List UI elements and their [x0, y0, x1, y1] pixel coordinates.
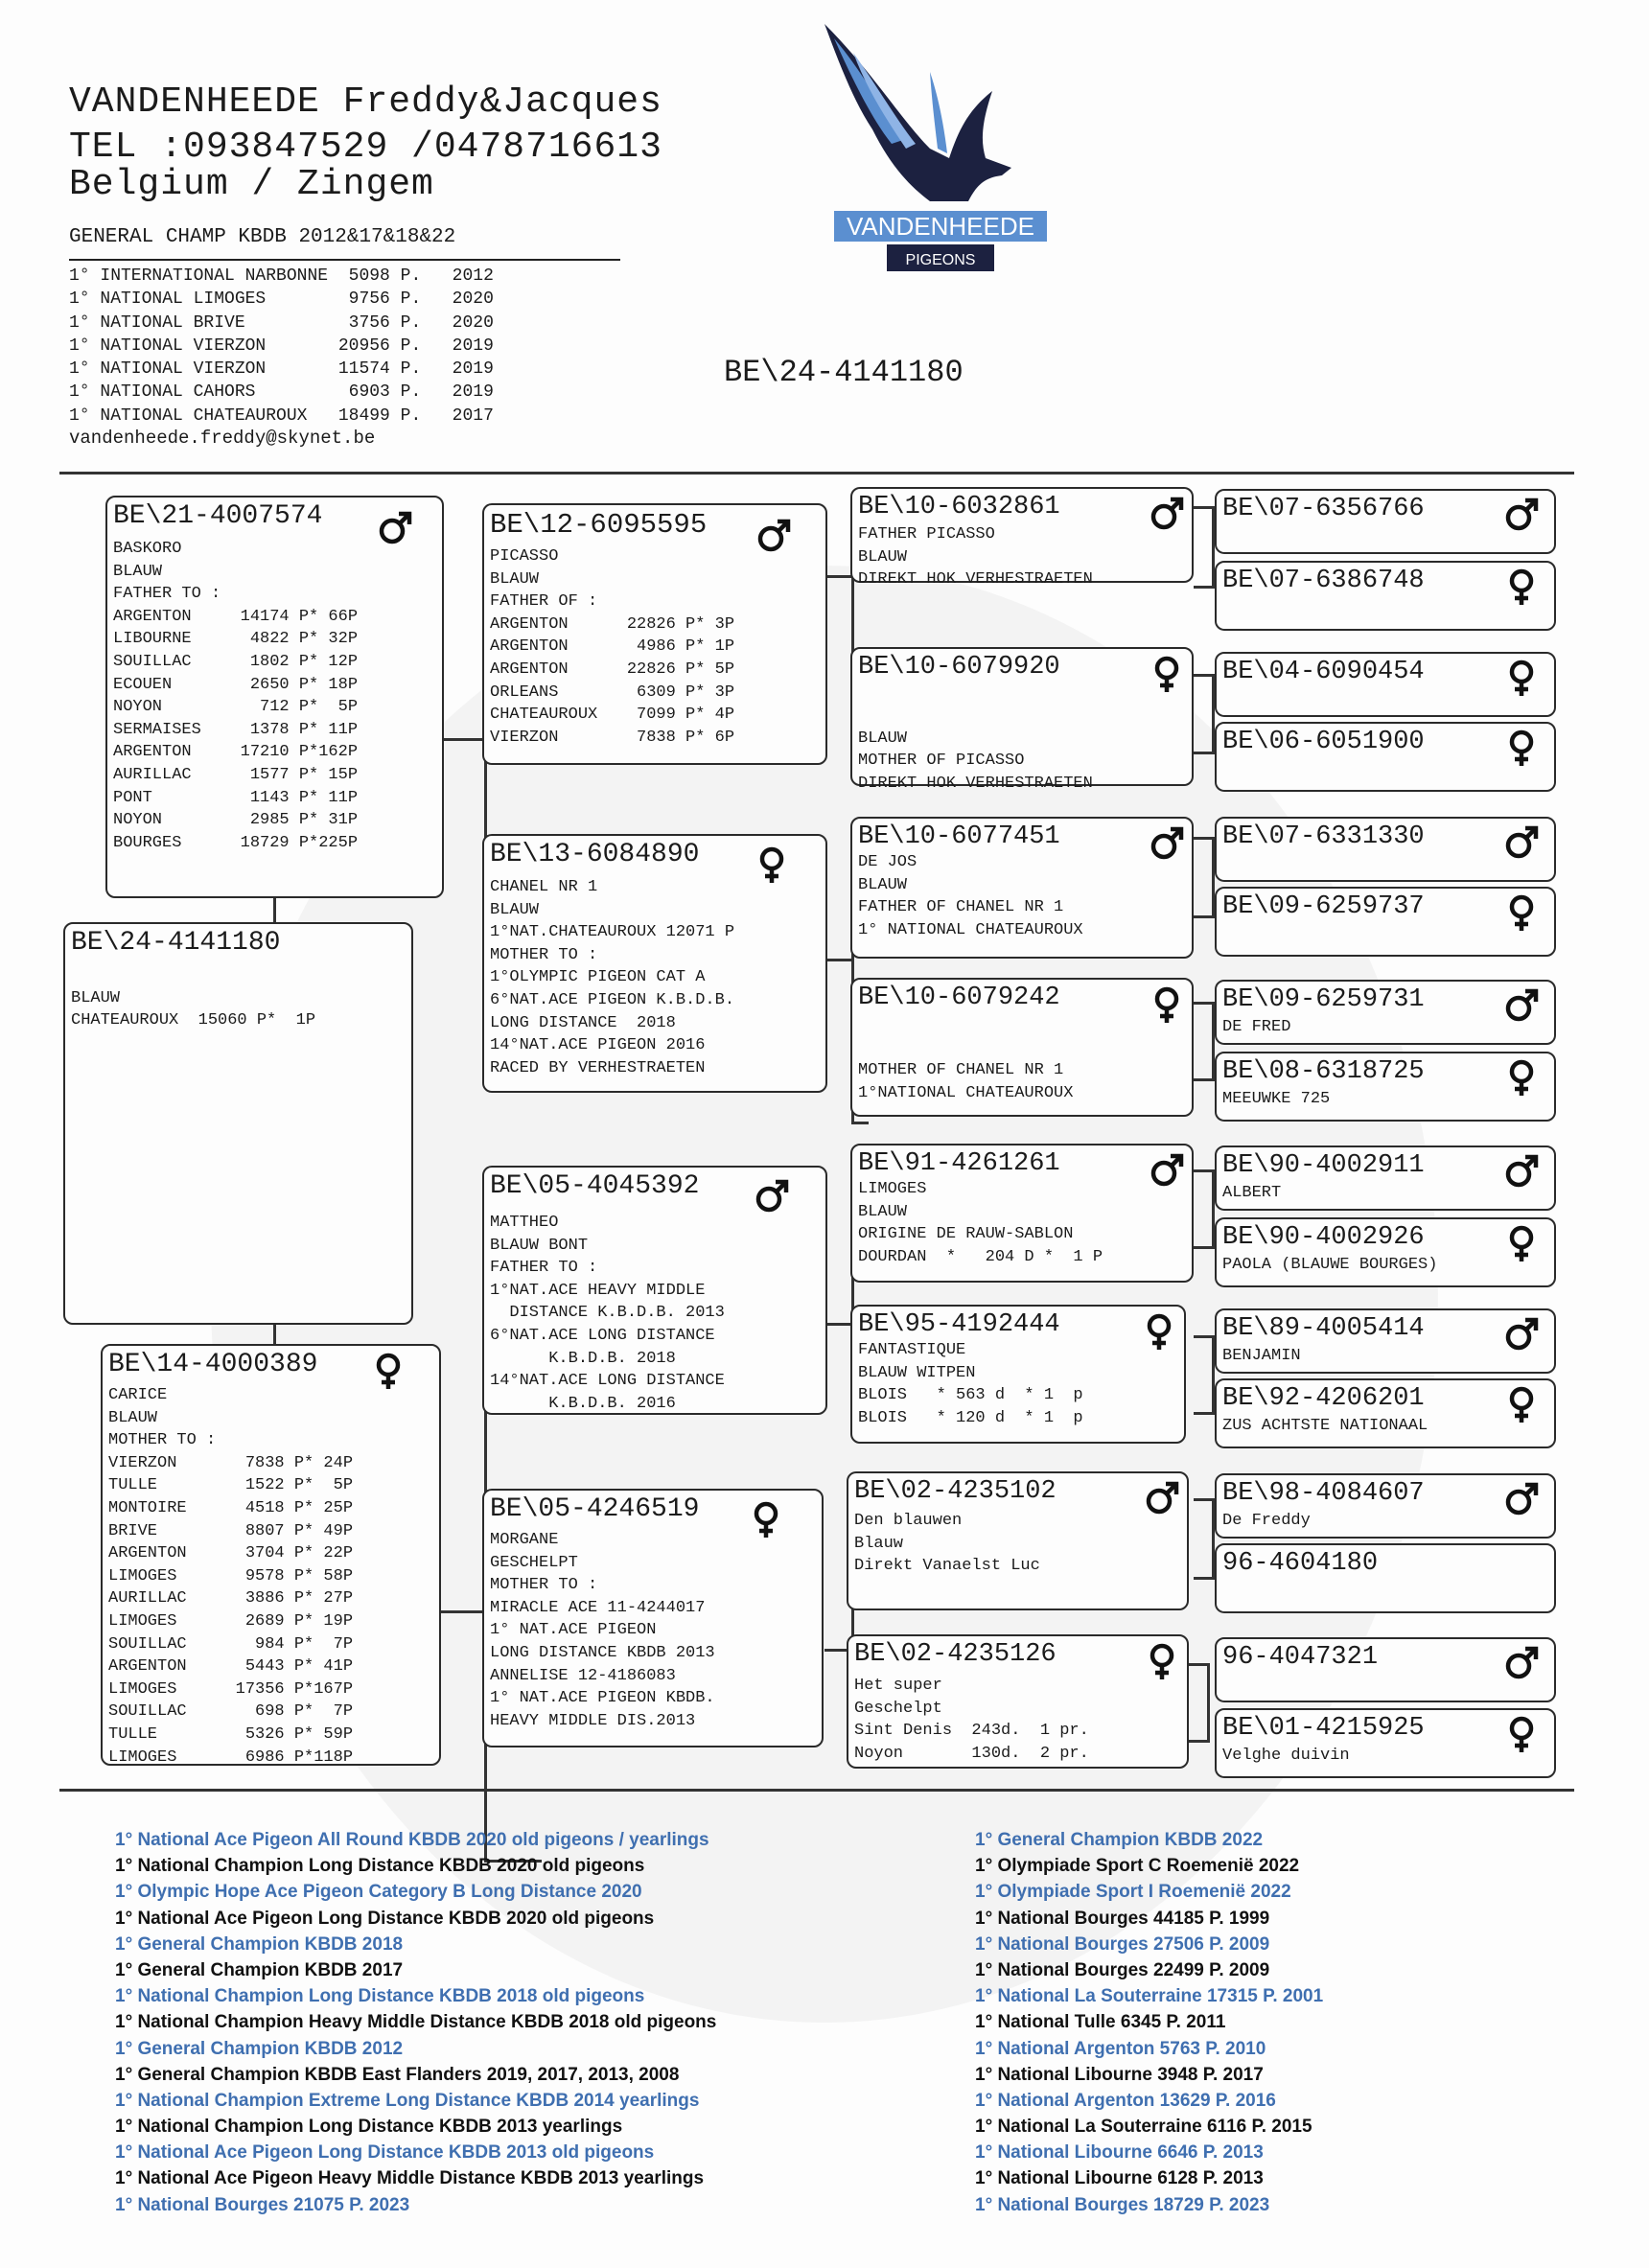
detail-line: Den blauwen	[854, 1512, 963, 1530]
ring-number: BE\07-6331330	[1222, 822, 1425, 851]
achievement-item: 1° National Ace Pigeon Heavy Middle Distance KBDB 2013 yearlings	[115, 2168, 705, 2189]
pigeon-card-mmm	[847, 1634, 1189, 1769]
pigeon-card-g8	[1215, 1052, 1556, 1122]
detail-line: ARGENTON 22826 P* 3P	[490, 614, 735, 634]
detail-line: BLAUW	[113, 562, 163, 581]
detail-line: 1° NATIONAL CHATEAUROUX	[858, 920, 1083, 939]
detail-line: DIREKT HOK VERHESTRAETEN	[858, 570, 1093, 590]
pigeon-card-g13	[1215, 1473, 1556, 1539]
achievement-item: 1° National Libourne 6128 P. 2013	[975, 2168, 1264, 2189]
detail-line: Direkt Vanaelst Luc	[854, 1557, 1040, 1576]
detail-line: FATHER TO :	[113, 585, 221, 604]
achievement-item: 1° General Champion KBDB 2012	[115, 2038, 404, 2059]
pigeon-card-ffm	[850, 647, 1194, 793]
pigeon-card-g2	[1215, 561, 1556, 631]
pigeon-card-g3	[1215, 652, 1556, 717]
detail-line: MORGANE	[490, 1531, 559, 1549]
pigeon-card-g11	[1215, 1308, 1556, 1374]
general-champ-title: GENERAL CHAMP KBDB 2012&17&18&22	[69, 226, 456, 248]
male-symbol-icon	[1502, 1644, 1541, 1682]
detail-line: MONTOIRE 4518 P* 25P	[108, 1498, 354, 1517]
pigeon-details	[108, 1384, 353, 1769]
detail-line: Sint Denis 243d. 1 pr.	[854, 1722, 1089, 1741]
ring-number: BE\89-4005414	[1222, 1314, 1425, 1343]
pigeon-name: ZUS ACHTSTE NATIONAAL	[1222, 1417, 1428, 1435]
result-row: 1° NATIONAL VIERZON 11574 P. 2019	[69, 359, 494, 380]
pigeon-details	[113, 538, 358, 854]
detail-line: BLAUW BONT	[490, 1236, 589, 1255]
detail-line: ORLEANS 6309 P* 3P	[490, 683, 735, 702]
pedigree-connector	[444, 738, 487, 741]
achievement-item: 1° National Champion Long Distance KBDB 2018 old pigeons	[115, 1986, 645, 2007]
male-symbol-icon	[1148, 1151, 1186, 1190]
achievement-item: 1° General Champion KBDB 2017	[115, 1959, 404, 1980]
champ-divider	[69, 259, 620, 261]
ring-number: BE\90-4002926	[1222, 1223, 1425, 1252]
pigeon-name: BENJAMIN	[1222, 1347, 1301, 1365]
achievement-item: 1° National Bourges 22499 P. 2009	[975, 1959, 1270, 1980]
detail-line: 1°NAT.ACE HEAVY MIDDLE	[490, 1281, 706, 1300]
achievement-item: 1° National Ace Pigeon Long Distance KBDB 2013 old pigeons	[115, 2142, 655, 2164]
pedigree-connector	[1194, 1412, 1215, 1415]
result-row: 1° NATIONAL CAHORS 6903 P. 2019	[69, 382, 494, 403]
male-symbol-icon	[376, 509, 414, 547]
detail-line: 6°NAT.ACE PIGEON K.B.D.B.	[490, 990, 735, 1009]
detail-line: AURILLAC 3886 P* 27P	[108, 1589, 354, 1608]
pigeon-name: Velghe duivin	[1222, 1747, 1350, 1765]
detail-line: VIERZON 7838 P* 24P	[108, 1453, 354, 1472]
detail-line: PONT 1143 P* 11P	[113, 788, 359, 807]
result-row: 1° NATIONAL BRIVE 3756 P. 2020	[69, 312, 494, 333]
male-symbol-icon	[1502, 823, 1541, 862]
detail-line: FATHER OF :	[490, 592, 598, 612]
male-symbol-icon	[1502, 1315, 1541, 1354]
pigeon-card-mother	[101, 1344, 441, 1766]
achievement-item: 1° National Ace Pigeon Long Distance KBDB 2020 old pigeons	[115, 1908, 655, 1929]
detail-line: 1°NAT.CHATEAUROUX 12071 P	[490, 923, 735, 942]
pigeon-details	[858, 523, 1093, 591]
pedigree-connector	[1194, 915, 1215, 918]
male-symbol-icon	[1143, 1479, 1181, 1517]
detail-line: CHATEAUROUX 7099 P* 4P	[490, 706, 735, 725]
pedigree-connector	[824, 1323, 853, 1326]
pigeon-details	[858, 1014, 1073, 1104]
pigeon-card-g7	[1215, 980, 1556, 1045]
achievement-item: 1° National La Souterraine 17315 P. 2001	[975, 1986, 1324, 2007]
detail-line: TULLE 5326 P* 59P	[108, 1724, 354, 1744]
male-symbol-icon	[1148, 824, 1186, 863]
ring-number: BE\07-6386748	[1222, 567, 1425, 595]
achievement-item: 1° National Bourges 18729 P. 2023	[975, 2194, 1270, 2215]
detail-line: ARGENTON 14174 P* 66P	[113, 607, 359, 626]
detail-line: GESCHELPT	[490, 1553, 578, 1572]
pedigree-connector	[1189, 1740, 1210, 1743]
main-ring-number: BE\24-4141180	[724, 355, 964, 390]
male-symbol-icon	[1502, 1480, 1541, 1518]
female-symbol-icon	[1502, 1715, 1541, 1753]
detail-line: FATHER OF CHANEL NR 1	[858, 898, 1064, 917]
detail-line: BLAUW	[490, 569, 540, 589]
detail-line	[858, 705, 1093, 728]
achievement-item: 1° National Champion Long Distance KBDB 2013 yearlings	[115, 2117, 623, 2138]
female-symbol-icon	[1502, 1058, 1541, 1097]
male-symbol-icon	[1502, 986, 1541, 1025]
ring-number: BE\12-6095595	[490, 509, 708, 541]
pigeon-details	[490, 1212, 725, 1415]
female-symbol-icon	[1143, 1642, 1181, 1680]
ring-number: BE\90-4002911	[1222, 1151, 1425, 1180]
detail-line: Noyon 130d. 2 pr.	[854, 1744, 1089, 1763]
ring-number: BE\01-4215925	[1222, 1714, 1425, 1743]
pigeon-details	[71, 964, 315, 1032]
achievement-item: 1° National Bourges 44185 P. 1999	[975, 1908, 1270, 1929]
ring-number: BE\06-6051900	[1222, 728, 1425, 756]
ring-number: BE\98-4084607	[1222, 1479, 1425, 1508]
achievement-item: 1° National Argenton 13629 P. 2016	[975, 2090, 1276, 2111]
detail-line: AURILLAC 1577 P* 15P	[113, 765, 359, 784]
achievement-item: 1° National Tulle 6345 P. 2011	[975, 2012, 1226, 2033]
pigeon-card-fmf	[850, 817, 1194, 959]
ring-number: BE\10-6079242	[858, 984, 1060, 1012]
ring-number: 96-4604180	[1222, 1549, 1379, 1578]
detail-line: MOTHER TO :	[490, 945, 598, 964]
pigeon-card-mfm	[850, 1305, 1186, 1444]
vandenheede-logo	[815, 14, 1064, 292]
detail-line: RACED BY VERHESTRAETEN	[490, 1058, 706, 1077]
dove-logo-icon	[815, 14, 1064, 292]
pigeon-name: ALBERT	[1222, 1184, 1282, 1202]
detail-line: ARGENTON 4986 P* 1P	[490, 637, 735, 657]
achievement-item: 1° National Libourne 6646 P. 2013	[975, 2142, 1264, 2164]
pigeon-card-fff	[850, 487, 1194, 590]
female-symbol-icon	[1502, 893, 1541, 932]
detail-line: BLAUW	[858, 1202, 908, 1221]
detail-line: BLAUW	[490, 900, 540, 919]
detail-line: BLAUW	[108, 1408, 158, 1427]
female-symbol-icon	[1148, 655, 1186, 693]
pedigree-connector	[1194, 752, 1215, 754]
ring-number: BE\10-6032861	[858, 493, 1060, 521]
achievement-item: 1° National Bourges 21075 P. 2023	[115, 2194, 410, 2215]
pigeon-details	[854, 1510, 1040, 1578]
achievements-left	[115, 1827, 716, 2218]
pigeon-card-subject	[63, 922, 413, 1325]
pigeon-details	[858, 851, 1083, 941]
detail-line: CHATEAUROUX 15060 P* 1P	[71, 1011, 316, 1030]
detail-line: LIMOGES 2689 P* 19P	[108, 1611, 354, 1631]
pigeon-card-g6	[1215, 887, 1556, 957]
detail-line: ECOUEN 2650 P* 18P	[113, 675, 359, 694]
detail-line: BLAUW	[858, 729, 908, 748]
result-row: 1° NATIONAL LIMOGES 9756 P. 2020	[69, 289, 494, 310]
logo-sub-text: PIGEONS	[905, 252, 976, 268]
detail-line: LONG DISTANCE 2018	[490, 1013, 676, 1032]
achievement-item: 1° National Champion Extreme Long Distance KBDB 2014 yearlings	[115, 2090, 700, 2111]
ring-number: BE\05-4045392	[490, 1171, 700, 1201]
pigeon-card-father	[105, 496, 444, 898]
ring-number: BE\02-4235102	[854, 1477, 1057, 1506]
detail-line: NOYON 712 P* 5P	[113, 698, 359, 717]
pigeon-details	[858, 705, 1093, 795]
female-symbol-icon	[1502, 567, 1541, 606]
detail-line: LIMOGES 9578 P* 58P	[108, 1566, 354, 1585]
pigeon-card-g9	[1215, 1146, 1556, 1211]
detail-line: DOURDAN * 204 D * 1 P	[858, 1247, 1103, 1266]
detail-line	[71, 964, 315, 987]
pedigree-connector	[1207, 1663, 1210, 1740]
detail-line: CHANEL NR 1	[490, 878, 598, 896]
pigeon-card-g10	[1215, 1217, 1556, 1287]
pigeon-details	[854, 1675, 1089, 1765]
ring-number: BE\09-6259737	[1222, 892, 1425, 921]
detail-line: LIBOURNE 4822 P* 32P	[113, 630, 359, 649]
ring-number: 96-4047321	[1222, 1643, 1379, 1672]
detail-line: K.B.D.B. 2016	[490, 1394, 676, 1413]
pigeon-card-g1	[1215, 489, 1556, 554]
male-symbol-icon	[1502, 1152, 1541, 1191]
achievement-item: 1° Olympiade Sport I Roemenië 2022	[975, 1882, 1291, 1903]
pigeon-card-fmm	[850, 978, 1194, 1117]
pedigree-connector	[851, 1122, 869, 1124]
pigeon-details	[858, 1178, 1103, 1268]
detail-line: ARGENTON 5443 P* 41P	[108, 1657, 354, 1677]
pigeon-card-g14	[1215, 1543, 1556, 1613]
detail-line: PICASSO	[490, 547, 559, 566]
detail-line: MOTHER TO :	[108, 1431, 217, 1450]
ring-number: BE\13-6084890	[490, 840, 700, 869]
detail-line: TULLE 1522 P* 5P	[108, 1476, 354, 1495]
ring-number: BE\14-4000389	[108, 1350, 318, 1379]
ring-number: BE\24-4141180	[71, 928, 281, 958]
detail-line: MOTHER OF PICASSO	[858, 752, 1025, 771]
result-row: 1° INTERNATIONAL NARBONNE 5098 P. 2012	[69, 266, 494, 286]
detail-line: MATTHEO	[490, 1214, 559, 1232]
detail-line: BLAUW	[858, 875, 908, 894]
ring-number: BE\05-4246519	[490, 1494, 700, 1524]
bottom-divider	[59, 1789, 1574, 1792]
achievement-item: 1° National La Souterraine 6116 P. 2015	[975, 2117, 1312, 2138]
ring-number: BE\08-6318725	[1222, 1057, 1425, 1086]
achievement-item: 1° General Champion KBDB East Flanders 2019, 2017, 2013, 2008	[115, 2064, 680, 2085]
detail-line: SOUILLAC 984 P* 7P	[108, 1634, 354, 1654]
detail-line: NOYON 2985 P* 31P	[113, 811, 359, 830]
detail-line: MOTHER TO :	[490, 1576, 598, 1595]
detail-line: 1° NAT.ACE PIGEON KBDB.	[490, 1689, 715, 1708]
ring-number: BE\10-6079920	[858, 653, 1060, 682]
pedigree-connector	[1194, 1246, 1215, 1249]
detail-line: 1°NATIONAL CHATEAUROUX	[858, 1083, 1074, 1102]
detail-line: FATHER PICASSO	[858, 525, 995, 544]
detail-line: MOTHER OF CHANEL NR 1	[858, 1061, 1064, 1080]
detail-line: Blauw	[854, 1534, 904, 1553]
pigeon-card-g12	[1215, 1378, 1556, 1448]
detail-line: DE JOS	[858, 853, 917, 871]
pigeon-details	[490, 1529, 715, 1732]
results-list	[69, 265, 494, 428]
ring-number: BE\10-6077451	[858, 822, 1060, 851]
male-symbol-icon	[753, 1177, 791, 1215]
detail-line: SOUILLAC 698 P* 7P	[108, 1702, 354, 1722]
achievement-item: 1° National Argenton 5763 P. 2010	[975, 2038, 1266, 2059]
pigeon-card-mff	[850, 1144, 1194, 1283]
logo-brand-text: VANDENHEEDE	[846, 212, 1035, 241]
ring-number: BE\92-4206201	[1222, 1384, 1425, 1413]
pigeon-card-mf	[482, 1166, 827, 1415]
pedigree-connector	[441, 1610, 484, 1613]
pigeon-details	[490, 545, 734, 749]
achievement-item: 1° National Champion Long Distance KBDB 2020 old pigeons	[115, 1856, 645, 1877]
achievement-item: 1° National Libourne 3948 P. 2017	[975, 2064, 1264, 2085]
detail-line: Het super	[854, 1677, 942, 1695]
female-symbol-icon	[1502, 1224, 1541, 1262]
pigeon-details	[858, 1339, 1083, 1429]
result-row: 1° NATIONAL CHATEAUROUX 18499 P. 2017	[69, 405, 494, 426]
pedigree-connector	[824, 959, 853, 961]
ring-number: BE\21-4007574	[113, 501, 323, 531]
female-symbol-icon	[1502, 1385, 1541, 1423]
detail-line: VIERZON 7838 P* 6P	[490, 728, 735, 747]
achievement-item: 1° Olympiade Sport C Roemenië 2022	[975, 1856, 1300, 1877]
pigeon-name: PAOLA (BLAUWE BOURGES)	[1222, 1256, 1438, 1274]
detail-line: 1° NAT.ACE PIGEON	[490, 1621, 657, 1640]
detail-line: 6°NAT.ACE LONG DISTANCE	[490, 1326, 715, 1345]
ring-number: BE\95-4192444	[858, 1310, 1060, 1339]
detail-line: MIRACLE ACE 11-4244017	[490, 1598, 706, 1617]
detail-line: ARGENTON 17210 P*162P	[113, 743, 359, 762]
female-symbol-icon	[1148, 985, 1186, 1024]
female-symbol-icon	[747, 1500, 785, 1539]
detail-line: 14°NAT.ACE PIGEON 2016	[490, 1036, 706, 1055]
female-symbol-icon	[1502, 729, 1541, 767]
pedigree-connector	[824, 575, 853, 578]
detail-line: 1°OLYMPIC PIGEON CAT A	[490, 968, 706, 987]
detail-line: ANNELISE 12-4186083	[490, 1666, 676, 1685]
result-row: 1° NATIONAL VIERZON 20956 P. 2019	[69, 336, 494, 356]
achievement-item: 1° General Champion KBDB 2018	[115, 1933, 404, 1955]
female-symbol-icon	[369, 1352, 407, 1390]
detail-line	[858, 1037, 1073, 1060]
detail-line: LIMOGES 17356 P*167P	[108, 1679, 354, 1699]
male-symbol-icon	[1148, 495, 1186, 533]
detail-line: DIREKT HOK VERHESTRAETEN	[858, 774, 1093, 793]
achievement-item: 1° General Champion KBDB 2022	[975, 1830, 1264, 1850]
female-symbol-icon	[1502, 659, 1541, 697]
male-symbol-icon	[755, 517, 793, 555]
detail-line: BLOIS * 120 d * 1 p	[858, 1408, 1083, 1427]
detail-line: ORIGINE DE RAUW-SABLON	[858, 1225, 1074, 1244]
detail-line: Geschelpt	[854, 1699, 942, 1718]
achievements-right	[975, 1827, 1323, 2218]
ring-number: BE\04-6090454	[1222, 658, 1425, 686]
breeder-location: Belgium / Zingem	[69, 164, 434, 205]
ring-number: BE\09-6259731	[1222, 985, 1425, 1014]
pigeon-card-fm	[482, 834, 827, 1093]
detail-line: ARGENTON 22826 P* 5P	[490, 660, 735, 679]
achievement-item: 1° National Champion Heavy Middle Distance KBDB 2018 old pigeons	[115, 2012, 717, 2033]
detail-line: BLOIS * 563 d * 1 p	[858, 1386, 1083, 1405]
pigeon-name: DE FRED	[1222, 1018, 1291, 1036]
detail-line	[858, 1014, 1073, 1037]
ring-number: BE\02-4235126	[854, 1640, 1057, 1669]
detail-line: BLAUW	[858, 547, 908, 567]
ring-number: BE\07-6356766	[1222, 495, 1425, 523]
pigeon-card-g15	[1215, 1637, 1556, 1702]
pedigree-connector	[1194, 1577, 1215, 1580]
male-symbol-icon	[1502, 496, 1541, 534]
detail-line: SOUILLAC 1802 P* 12P	[113, 652, 359, 671]
pigeon-card-g4	[1215, 722, 1556, 792]
achievement-item: 1° Olympic Hope Ace Pigeon Category B Long Distance 2020	[115, 1882, 642, 1903]
ring-number: BE\91-4261261	[858, 1149, 1060, 1178]
detail-line: LIMOGES	[858, 1180, 927, 1198]
detail-line: 14°NAT.ACE LONG DISTANCE	[490, 1372, 725, 1391]
pigeon-name: De Freddy	[1222, 1512, 1311, 1530]
pigeon-name: MEEUWKE 725	[1222, 1090, 1331, 1108]
detail-line: BRIVE 8807 P* 49P	[108, 1521, 354, 1540]
pigeon-details	[490, 876, 734, 1079]
achievement-item: 1° National Ace Pigeon All Round KBDB 2020 old pigeons / yearlings	[115, 1830, 709, 1850]
female-symbol-icon	[1140, 1312, 1178, 1351]
breeder-name: VANDENHEEDE Freddy&Jacques	[69, 81, 662, 123]
detail-line: BASKORO	[113, 540, 182, 558]
detail-line: BOURGES 18729 P*225P	[113, 833, 359, 852]
top-divider	[59, 472, 1574, 474]
pigeon-card-g5	[1215, 817, 1556, 882]
detail-line: CARICE	[108, 1386, 168, 1404]
pedigree-connector	[1194, 586, 1215, 589]
detail-line: BLAUW	[71, 988, 121, 1007]
achievement-item: 1° National Bourges 27506 P. 2009	[975, 1933, 1270, 1955]
detail-line: LIMOGES 6986 P*118P	[108, 1747, 354, 1767]
detail-line: DISTANCE K.B.D.B. 2013	[490, 1304, 725, 1323]
detail-line: HEAVY MIDDLE DIS.2013	[490, 1711, 696, 1730]
detail-line: SERMAISES 1378 P* 11P	[113, 720, 359, 739]
pigeon-card-ff	[482, 503, 827, 765]
female-symbol-icon	[753, 845, 791, 884]
pigeon-card-mmf	[847, 1471, 1189, 1610]
email-address: vandenheede.freddy@skynet.be	[69, 428, 376, 449]
pigeon-card-mm	[482, 1489, 824, 1747]
detail-line: BLAUW WITPEN	[858, 1363, 976, 1382]
detail-line: LONG DISTANCE KBDB 2013	[490, 1643, 715, 1662]
detail-line: FANTASTIQUE	[858, 1341, 966, 1359]
detail-line: FATHER TO :	[490, 1259, 598, 1278]
pedigree-connector	[273, 896, 276, 925]
detail-line: ARGENTON 3704 P* 22P	[108, 1544, 354, 1563]
pigeon-card-g16	[1215, 1708, 1556, 1778]
pedigree-connector	[1194, 1078, 1215, 1081]
breeder-phone: TEL :093847529 /0478716613	[69, 127, 662, 168]
detail-line: K.B.D.B. 2018	[490, 1349, 676, 1368]
